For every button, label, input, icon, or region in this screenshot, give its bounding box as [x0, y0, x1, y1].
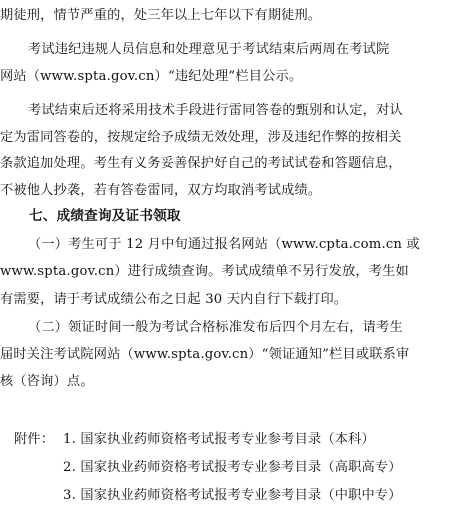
paragraph-line: 定为雷同答卷的，按规定给予成绩无效处理，涉及违纪作弊的按相关 — [0, 130, 402, 145]
paragraph-line: （一）考生可于 12 月中旬通过报名网站（www.cpta.com.cn 或 — [28, 237, 420, 252]
paragraph-line: 有需要，请于考试成绩公布之日起 30 天内自行下载打印。 — [0, 292, 348, 307]
section-heading: 七、成绩查询及证书领取 — [29, 208, 181, 224]
paragraph-line: 届时关注考试院网站（www.spta.gov.cn）“领证通知”栏目或联系审 — [0, 347, 410, 362]
paragraph-line: （二）领证时间一般为考试合格标准发布后四个月左右，请考生 — [28, 320, 403, 335]
attachment-item: 1. 国家执业药师资格考试报考专业参考目录（本科） — [63, 432, 375, 447]
paragraph-line: 考试违纪违规人员信息和处理意见于考试结束后两周在考试院 — [28, 42, 390, 57]
paragraph-line: 不被他人抄袭，若有答卷雷同，双方均取消考试成绩。 — [0, 183, 322, 198]
attachment-item: 3. 国家执业药师资格考试报考专业参考目录（中职中专） — [63, 488, 402, 503]
paragraph-line: 考试结束后还将采用技术手段进行雷同答卷的甄别和认定，对认 — [28, 103, 403, 118]
paragraph-line: 条款追加处理。考生有义务妥善保护好自己的考试试卷和答题信息， — [0, 156, 402, 171]
attachment-item: 2. 国家执业药师资格考试报考专业参考目录（高职高专） — [63, 460, 402, 475]
paragraph-line: 网站（www.spta.gov.cn）“违纪处理”栏目公示。 — [0, 69, 303, 84]
paragraph-line: www.spta.gov.cn）进行成绩查询。考试成绩单不另行发放，考生如 — [0, 264, 409, 279]
paragraph-line: 期徒刑，情节严重的，处三年以上七年以下有期徒刑。 — [0, 8, 322, 23]
paragraph-line: 核（咨询）点。 — [0, 374, 94, 389]
attachments-label: 附件： — [14, 432, 55, 447]
